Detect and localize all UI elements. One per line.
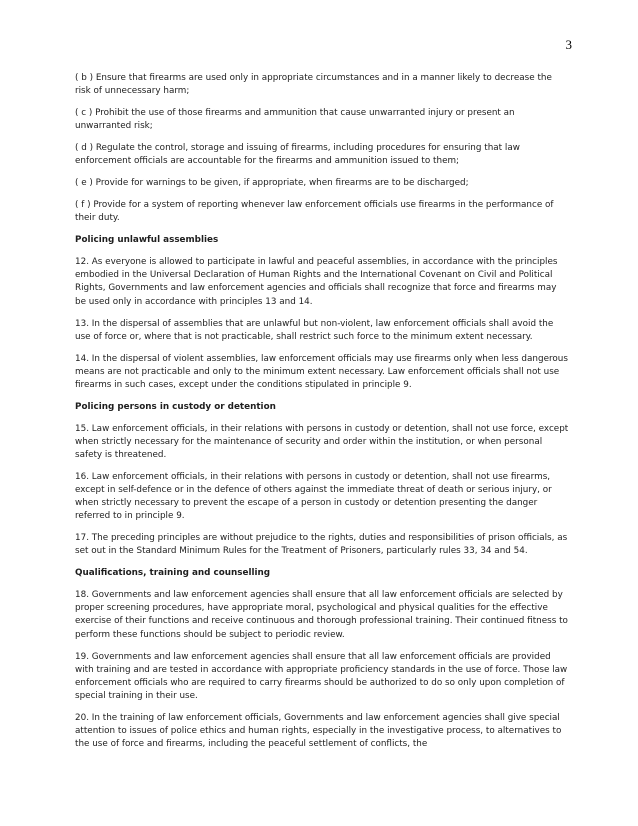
clause-b: ( b ) Ensure that firearms are used only in appropriate circumstances and in a manner likely to decrease the risk of unnecessary harm; (75, 73, 552, 97)
principle-20: 20. In the training of law enforcement officials, Governments and law enforcement agencies shall give special attention to issues of police ethics and human rights, especially in the investigative process, to alternatives to the use of force and firearms, including the peaceful settlement of conflicts, the (75, 712, 562, 749)
principle-15: 15. Law enforcement officials, in their relations with persons in custody or detention, shall not use force, except when strictly necessary for the maintenance of security and order within the institution, or when personal safety is threatened. (75, 423, 569, 460)
principle-14: 14. In the dispersal of violent assemblies, law enforcement officials may use firearms only when less dangerous means are not practicable and only to the minimum extent necessary. Law enforcement officials shall not use firearms in such cases, except under the conditions stipulated in principle 9. (75, 353, 568, 390)
principle-16: 16. Law enforcement officials, in their relations with persons in custody or detention, shall not use firearms, except in self-defence or in the defence of others against the immediate threat of death or serious injury, or when strictly necessary to prevent the escape of a person in custody or detention presenting the danger referred to in principle 9. (75, 471, 552, 522)
principle-19: 19. Governments and law enforcement agencies shall ensure that all law enforcement officials are provided with training and are tested in accordance with appropriate proficiency standards in the use of force. Those law enforcement officials who are required to carry firearms should be authorized to do so only upon completion of special training in their use. (75, 651, 568, 701)
section-heading-unlawful-assemblies: Policing unlawful assemblies (75, 235, 219, 246)
principle-12: 12. As everyone is allowed to participate in lawful and peaceful assemblies, in accordance with the principles embodied in the Universal Declaration of Human Rights and the International Covenant on Civil and Political Rights, Governments and law enforcement agencies and officials shall recognize that force and firearms may be used only in accordance with principles 13 and 14. (75, 257, 558, 307)
section-heading-qualifications-training: Qualifications, training and counselling (75, 568, 271, 579)
principle-18: 18. Governments and law enforcement agencies shall ensure that all law enforcement officials are selected by proper screening procedures, have appropriate moral, psychological and physical qualities for the effective exercise of their functions and receive continuous and thorough professional training. Their continued fitness to perform these functions should be subject to periodic review. (75, 590, 568, 640)
page-number: 3 (565, 37, 572, 52)
clause-d: ( d ) Regulate the control, storage and issuing of firearms, including procedures for ensuring that law enforcement officials are accountable for the firearms and ammunition issued to them; (75, 143, 520, 167)
clause-e: ( e ) Provide for warnings to be given, if appropriate, when firearms are to be discharged; (75, 178, 469, 189)
section-heading-custody-detention: Policing persons in custody or detention (75, 401, 276, 412)
principle-13: 13. In the dispersal of assemblies that are unlawful but non-violent, law enforcement officials shall avoid the use of force or, where that is not practicable, shall restrict such force to the minimum extent necessary. (75, 318, 554, 342)
clause-c: ( c ) Prohibit the use of those firearms and ammunition that cause unwarranted injury or present an unwarranted risk; (75, 108, 515, 132)
principle-17: 17. The preceding principles are without prejudice to the rights, duties and responsibilities of prison officials, as set out in the Standard Minimum Rules for the Treatment of Prisoners, particularly rules 33, 34 and 54. (75, 533, 568, 557)
clause-f: ( f ) Provide for a system of reporting whenever law enforcement officials use firearms in the performance of their duty. (75, 200, 554, 224)
document-body (75, 72, 570, 760)
